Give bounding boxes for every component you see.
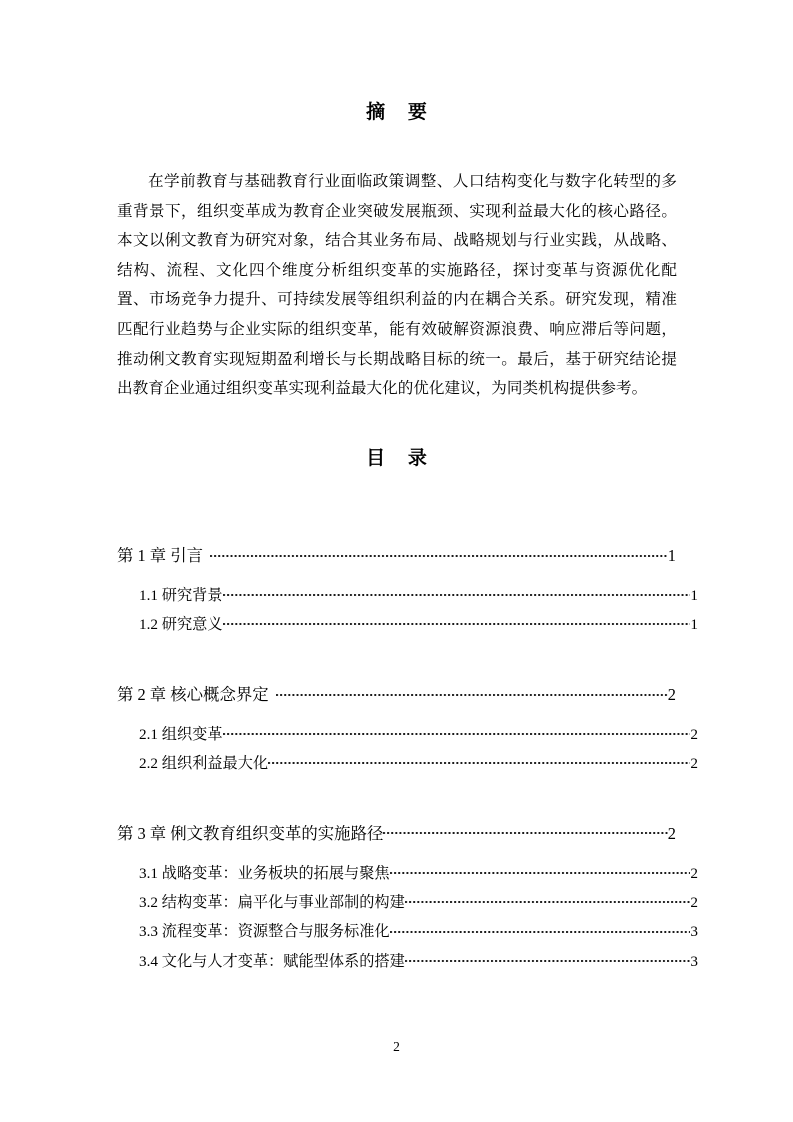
toc-section-row[interactable] xyxy=(117,720,698,749)
toc-section-label: 3.1 战略变革：业务板块的拓展与聚焦 xyxy=(139,864,390,882)
toc-section-label: 3.3 流程变革：资源整合与服务标准化 xyxy=(139,923,390,941)
toc-list xyxy=(117,541,698,976)
toc-section-label: 1.2 研究意义 xyxy=(139,616,223,634)
toc-section-pageno: 3 xyxy=(690,952,698,970)
toc-dot-leader xyxy=(210,545,668,561)
toc-section-row[interactable] xyxy=(117,917,698,946)
toc-section-pageno: 2 xyxy=(690,755,698,773)
toc-section-pageno: 1 xyxy=(690,616,698,634)
toc-dot-leader xyxy=(405,951,691,966)
toc-section-row[interactable] xyxy=(117,859,698,888)
toc-chapter-block xyxy=(117,680,698,779)
abstract-paragraph: 在学前教育与基础教育行业面临政策调整、人口结构变化与数字化转型的多重背景下，组织变革成为教育企业突破发展瓶颈、实现利益最大化的核心路径。本文以俐文教育为研究对象，结合其业务布局、战略规划与行业实践，从战略、结构、流程、文化四个维度分析组织变革的实施路径，探讨变革与资源优化配置、市场竞争力提升、可持续发展等组织利益的内在耦合关系。研究发现，精准匹配行业趋势与企业实际的组织变革，能有效破解资源浪费、响应滞后等问题，推动俐文教育实现短期盈利增长与长期战略目标的统一。最后，基于研究结论提出教育企业通过组织变革实现利益最大化的优化建议，为同类机构提供参考。 xyxy=(117,173,677,398)
toc-section-label: 2.1 组织变革 xyxy=(139,725,223,743)
toc-heading: 目 录 xyxy=(366,448,436,469)
toc-chapter-pageno: 2 xyxy=(667,684,676,704)
toc-dot-leader xyxy=(223,614,691,629)
toc-dot-leader xyxy=(223,724,691,739)
toc-chapter-label: 第 1 章 引言 xyxy=(117,546,204,565)
toc-chapter-label: 第 2 章 核心概念界定 xyxy=(117,684,269,704)
toc-chapter-row[interactable] xyxy=(117,680,676,710)
toc-section-label: 2.2 组织利益最大化 xyxy=(139,755,269,773)
toc-chapter-pageno: 1 xyxy=(667,546,676,565)
toc-dot-leader xyxy=(276,683,668,699)
toc-dot-leader xyxy=(268,753,690,768)
toc-section-pageno: 3 xyxy=(690,923,698,941)
toc-section-row[interactable] xyxy=(117,947,698,976)
toc-section-row[interactable] xyxy=(117,888,698,917)
toc-dot-leader xyxy=(223,585,691,600)
toc-chapter-block xyxy=(117,819,698,977)
toc-section-pageno: 2 xyxy=(690,864,698,882)
abstract-heading: 摘 要 xyxy=(366,102,436,123)
toc-section-pageno: 1 xyxy=(690,587,698,604)
toc-dot-leader xyxy=(390,862,691,877)
toc-section-label: 1.1 研究背景 xyxy=(139,587,223,604)
toc-section-label: 3.4 文化与人才变革：赋能型体系的搭建 xyxy=(139,952,405,970)
toc-dot-leader xyxy=(390,921,691,936)
toc-chapter-block xyxy=(117,541,698,640)
toc-section-row[interactable] xyxy=(117,610,698,639)
toc-chapter-row[interactable] xyxy=(117,541,676,571)
abstract-heading-container xyxy=(117,100,676,126)
toc-section-row[interactable] xyxy=(117,581,698,610)
toc-heading-container xyxy=(117,446,676,472)
abstract-body-container xyxy=(117,167,677,404)
toc-chapter-label: 第 3 章 俐文教育组织变革的实施路径 xyxy=(117,823,384,843)
toc-section-label: 3.2 结构变革：扁平化与事业部制的构建 xyxy=(139,894,405,912)
toc-chapter-pageno: 2 xyxy=(667,823,676,843)
toc-dot-leader xyxy=(405,892,691,907)
toc-section-pageno: 2 xyxy=(690,894,698,912)
toc-section-row[interactable] xyxy=(117,749,698,778)
toc-chapter-row[interactable] xyxy=(117,819,676,849)
footer-page-number: 2 xyxy=(393,1039,400,1054)
toc-section-pageno: 2 xyxy=(690,725,698,743)
page-footer xyxy=(0,1038,793,1056)
toc-dot-leader xyxy=(383,822,667,838)
